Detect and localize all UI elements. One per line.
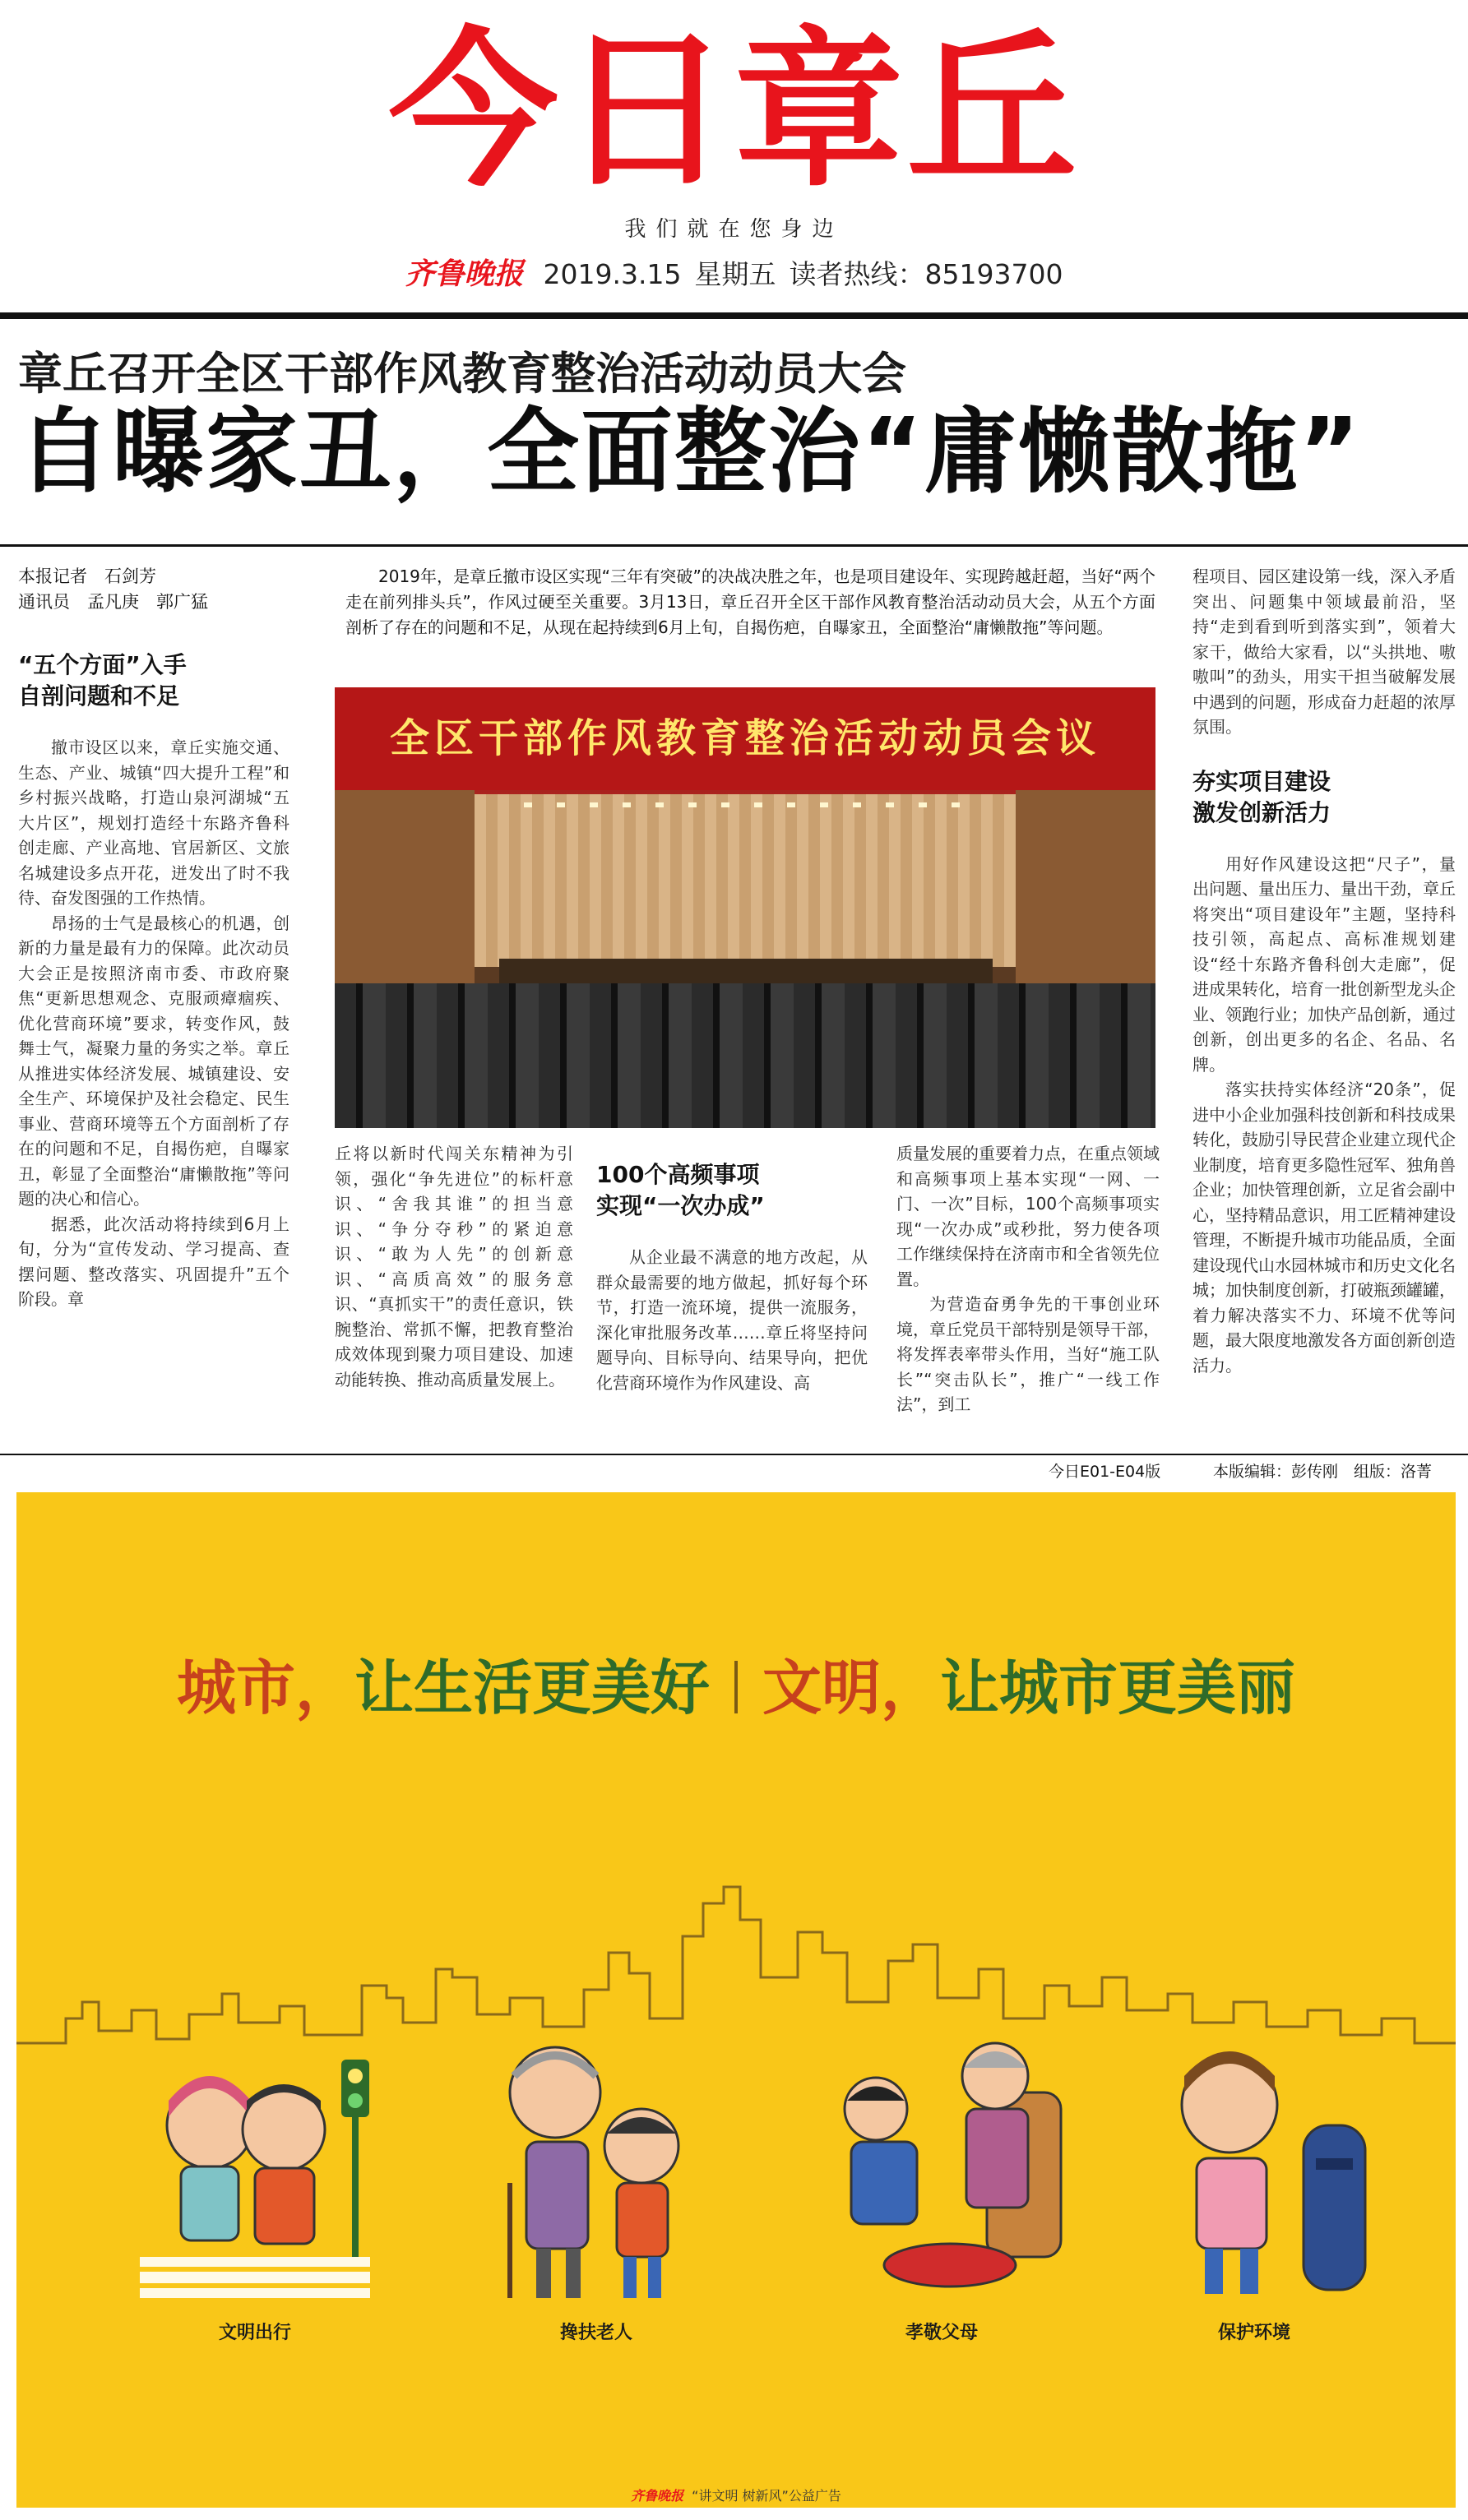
ad-title-left-b: 让生活更美好: [354, 1653, 710, 1722]
subhead-five-aspects-2: 自剖问题和不足: [18, 682, 180, 710]
issue-weekday: 星期五: [694, 258, 776, 290]
article-intro: 2019年，是章丘撤市设区实现“三年有突破”的决战决胜之年，也是项目建设年、实现跨越赶超，当好“两个走在前列排头兵”，作风过硬至关重要。3月13日，章丘召开全区干部作风教育整治活动动员大会，从五个方面剖析了存在的问题和不足，从现在起持续到6月上旬，自揭伤疤，自曝家丑，全面整治“庸懒散拖”等问题。: [345, 566, 1155, 637]
subhead-one-time-2: 实现“一次办成”: [596, 1192, 765, 1219]
masthead-slogan: 我们就在您身边: [624, 217, 844, 242]
meeting-photo: [335, 687, 1155, 1128]
figure-label-travel: 文明出行: [218, 2323, 291, 2343]
article-column-3: [596, 1159, 868, 1395]
masthead-title: 今日章丘: [388, 12, 1080, 210]
article-kicker: 章丘召开全区干部作风教育整治活动动员大会: [18, 348, 906, 400]
masthead-divider: [0, 312, 1468, 319]
ad-title-right-a: 文明，: [762, 1653, 941, 1722]
page-footer-divider: [0, 1454, 1468, 1455]
figure-label-environment: 保护环境: [1217, 2323, 1290, 2343]
paragraph: 为营造奋勇争先的干事创业环境，章丘党员干部特别是领导干部，将发挥表率带头作用，当好“施工队长”“突击队长”，推广“一线工作法”，到工: [896, 1294, 1160, 1414]
photo-curtain: [475, 794, 1016, 967]
subhead-projects-1: 夯实项目建设: [1192, 767, 1331, 795]
ad-title-right-b: 让城市更美丽: [940, 1653, 1296, 1722]
helping-elderly-illustration: [477, 2018, 715, 2306]
paragraph: 撤市设区以来，章丘实施交通、生态、产业、城镇“四大提升工程”和乡村振兴战略，打造山泉河湖城“五大片区”，规划打造经十东路齐鲁科创走廊、产业高地、官居新区、文旅名城建设多点开花，迸发出了时不我待、奋发图强的工作热情。: [18, 738, 289, 908]
civilized-travel-illustration: [132, 2027, 378, 2306]
article-column-1: [18, 564, 289, 1312]
paragraph: 质量发展的重要着力点，在重点领域和高频事项上基本实现“一网、一门、一次”目标，100个高频事项实现“一次办成”或秒批，努力使各项工作继续保持在济南市和全省领先位置。: [896, 1144, 1160, 1289]
subhead-projects-2: 激发创新活力: [1192, 798, 1331, 826]
photo-lights: [524, 802, 968, 807]
byline-reporter: 本报记者 石剑芳: [18, 566, 156, 586]
article-column-4: [896, 1141, 1160, 1417]
reader-hotline: 读者热线：85193700: [789, 258, 1063, 290]
paragraph: 落实扶持实体经济“20条”，促进中小企业加强科技创新和科技成果转化，鼓励引导民营企业建立现代企业制度，培育更多隐性冠军、独角兽企业；加快管理创新，立足省会副中心，坚持精品意识，用工匠精神建设管理，不断提升城市功能品质，全面建设现代山水园林城市和历史文化名城；加快制度创新，打破瓶颈罐罐，着力解决落实不力、环境不优等问题，最大限度地激发各方面创新创造活力。: [1192, 1080, 1456, 1376]
page-reference: 今日E01-E04版: [1049, 1463, 1161, 1481]
paragraph: 昂扬的士气是最核心的机遇，创新的力量是最有力的保障。此次动员大会正是按照济南市委、市政府聚焦“更新思想观念、克服顽瘴痼疾、优化营商环境”要求，转变作风，鼓舞士气，凝聚力量的务实之举。章丘从推进实体经济发展、城镇建设、安全生产、环境保护及社会稳定、民生事业、营商环境等五个方面剖析了存在的问题和不足，自揭伤疤，自曝家丑，彰显了全面整治“庸懒散拖”等问题的决心和信心。: [18, 913, 289, 1209]
protect-environment-illustration: [1151, 2027, 1382, 2298]
photo-banner: 全区干部作风教育整治活动动员会议: [335, 687, 1155, 790]
ad-footer-brand: 齐鲁晚报: [631, 2488, 684, 2504]
article-column-2: [335, 1141, 573, 1392]
public-service-ad: [16, 1492, 1456, 2508]
paragraph: 用好作风建设这把“尺子”，量出问题、量出压力、量出干劲，章丘将突出“项目建设年”主题，坚持科技引领，高起点、高标准规划建设“经十东路齐鲁科创大走廊”，促进成果转化，培育一批创新型龙头企业、领跑行业；加快产品创新，通过创新，创出更多的名企、名品、名牌。: [1192, 853, 1456, 1075]
ad-title: [16, 1640, 1456, 1726]
dateline: [0, 251, 1468, 293]
filial-piety-illustration: [806, 2018, 1069, 2306]
figure-label-elderly: 搀扶老人: [559, 2323, 632, 2343]
editor-credits: 本版编辑：彭传刚 组版：洛菁: [1213, 1463, 1433, 1481]
ad-footer: [16, 2485, 1456, 2504]
paragraph: 程项目、园区建设第一线，深入矛盾突出、问题集中领域最前沿，坚持“走到看到听到落实到”，领着大家干，做给大家看，以“头拱地、嗷嗷叫”的劲头，用实干担当破解发展中遇到的问题，形成奋力赶超的浓厚氛围。: [1192, 566, 1456, 737]
article-column-5: [1192, 564, 1456, 1378]
ad-title-left-a: 城市，: [176, 1653, 354, 1722]
article-headline: 自曝家丑，全面整治“庸懒散拖”: [18, 399, 1362, 506]
byline-correspondent: 通讯员 孟凡庚 郭广猛: [18, 592, 208, 612]
subhead-one-time-1: 100个高频事项: [596, 1161, 760, 1188]
figure-label-parents: 孝敬父母: [905, 2323, 978, 2343]
paragraph: 丘将以新时代闯关东精神为引领，强化“争先进位”的标杆意识、“舍我其谁”的担当意识、“争分夺秒”的紧迫意识、“敢为人先”的创新意识、“高质高效”的服务意识、“真抓实干”的责任意识，铁腕整治、常抓不懈，把教育整治成效体现到聚力项目建设、加速动能转换、推动高质量发展上。: [335, 1144, 573, 1389]
headline-divider: [0, 544, 1468, 547]
photo-audience: [335, 983, 1155, 1128]
brand-logo: 齐鲁晚报: [405, 257, 524, 291]
paragraph: 据悉，此次活动将持续到6月上旬，分为“宣传发动、学习提高、查摆问题、整改落实、巩固提升”五个阶段。章: [18, 1214, 289, 1309]
subhead-five-aspects-1: “五个方面”入手: [18, 651, 187, 678]
paragraph: 从企业最不满意的地方改起，从群众最需要的地方做起，抓好每个环节，打造一流环境，提供一流服务，深化审批服务改革……章丘将坚持问题导向、目标导向、结果导向，把优化营商环境作为作风建设、高: [596, 1247, 868, 1393]
issue-date: 2019.3.15: [543, 258, 682, 290]
ad-title-separator: [734, 1661, 738, 1713]
ad-footer-text: “讲文明 树新风”公益广告: [692, 2488, 841, 2504]
